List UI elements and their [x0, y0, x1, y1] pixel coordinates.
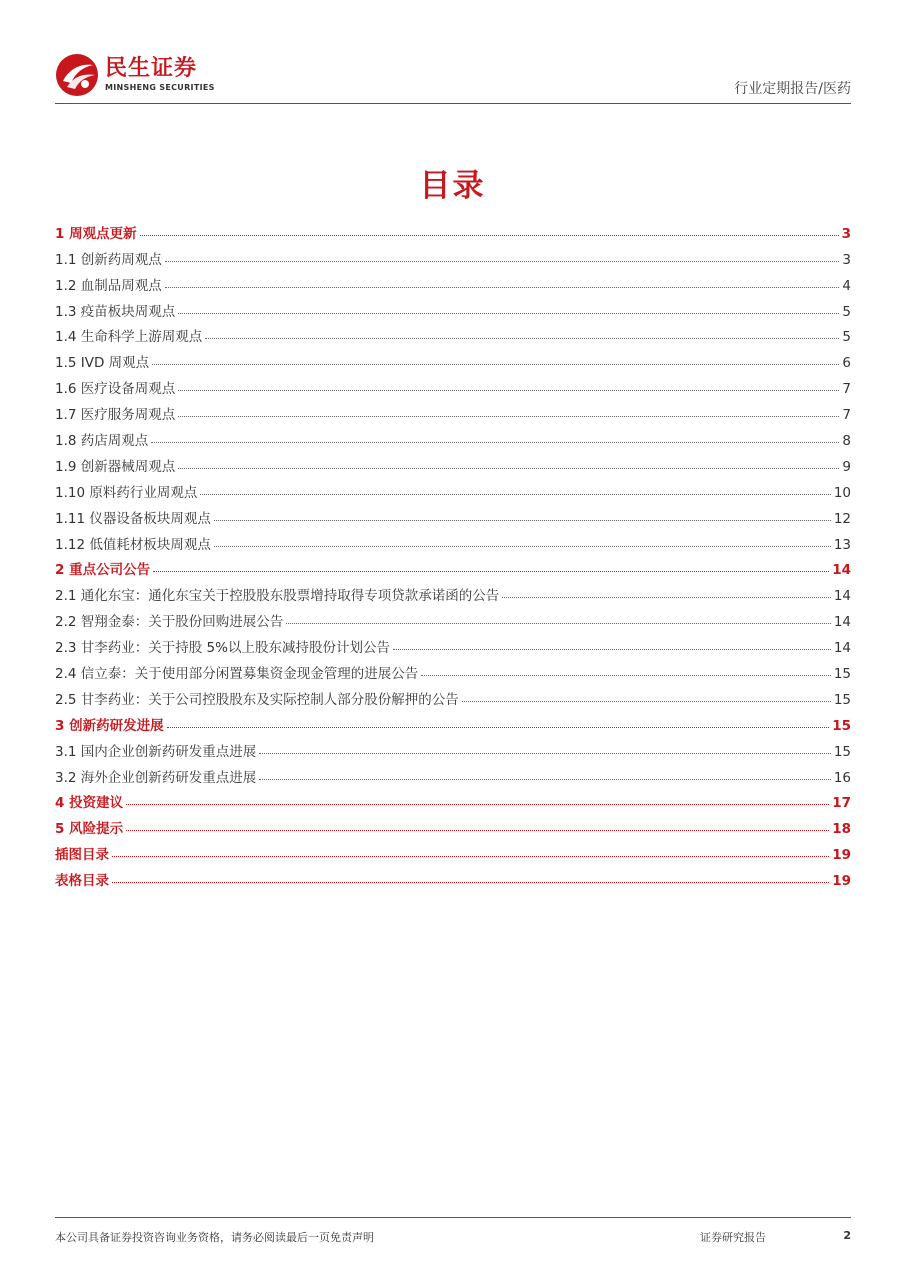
- toc-entry[interactable]: [55, 682, 851, 708]
- toc-entry[interactable]: [55, 242, 851, 268]
- toc-entry-page: 5: [842, 303, 851, 320]
- toc-entry[interactable]: [55, 760, 851, 786]
- toc-entry[interactable]: [55, 423, 851, 449]
- table-of-contents: [55, 216, 851, 889]
- toc-dot-leader: [152, 364, 839, 365]
- toc-entry-page: 14: [833, 588, 851, 605]
- toc-entry-page: 6: [842, 355, 851, 372]
- toc-entry[interactable]: [55, 578, 851, 604]
- toc-entry-label: 插图目录: [55, 847, 109, 864]
- footer-doc-type: 证券研究报告: [700, 1231, 766, 1244]
- toc-entry-page: 7: [842, 381, 851, 398]
- toc-entry-label: 1.10 原料药行业周观点: [55, 484, 198, 501]
- toc-entry-label: 4 投资建议: [55, 795, 124, 812]
- toc-entry-label: 2.4 信立泰：关于使用部分闲置募集资金现金管理的进展公告: [55, 666, 419, 683]
- toc-dot-leader: [421, 675, 831, 676]
- logo-chinese-name: 民生证券: [105, 56, 198, 81]
- toc-dot-leader: [200, 494, 830, 495]
- toc-entry[interactable]: [55, 294, 851, 320]
- toc-entry[interactable]: [55, 345, 851, 371]
- toc-entry-label: 1.5 IVD 周观点: [55, 355, 150, 372]
- toc-entry-page: 14: [833, 640, 851, 657]
- toc-entry[interactable]: [55, 501, 851, 527]
- toc-title: 目录: [419, 168, 486, 204]
- toc-entry[interactable]: [55, 449, 851, 475]
- toc-entry-page: 14: [833, 614, 851, 631]
- toc-entry-page: 16: [833, 769, 851, 786]
- toc-entry-page: 5: [842, 329, 851, 346]
- toc-entry-label: 1.1 创新药周观点: [55, 251, 162, 268]
- footer-disclaimer: 本公司具备证券投资咨询业务资格，请务必阅读最后一页免责声明: [55, 1231, 374, 1244]
- page-number: 2: [843, 1229, 851, 1242]
- toc-entry-page: 15: [833, 666, 851, 683]
- toc-dot-leader: [140, 235, 839, 236]
- toc-entry-page: 19: [832, 847, 851, 864]
- toc-dot-leader: [393, 649, 831, 650]
- toc-entry-page: 18: [832, 821, 851, 838]
- toc-entry-label: 1.6 医疗设备周观点: [55, 381, 176, 398]
- toc-entry[interactable]: [55, 734, 851, 760]
- toc-dot-leader: [126, 830, 829, 831]
- toc-entry-label: 1.8 药店周观点: [55, 433, 149, 450]
- toc-entry-page: 19: [832, 873, 851, 890]
- toc-entry[interactable]: [55, 216, 851, 242]
- toc-entry[interactable]: [55, 397, 851, 423]
- toc-entry-page: 15: [832, 717, 851, 734]
- toc-entry-label: 2.1 通化东宝：通化东宝关于控股股东股票增持取得专项贷款承诺函的公告: [55, 588, 500, 605]
- toc-dot-leader: [178, 313, 839, 314]
- toc-entry-label: 表格目录: [55, 873, 109, 890]
- toc-dot-leader: [259, 779, 831, 780]
- toc-entry[interactable]: [55, 863, 851, 889]
- toc-dot-leader: [167, 727, 830, 728]
- toc-dot-leader: [259, 753, 831, 754]
- toc-entry-page: 7: [842, 407, 851, 424]
- toc-entry[interactable]: [55, 371, 851, 397]
- toc-entry-label: 1.3 疫苗板块周观点: [55, 303, 176, 320]
- toc-entry[interactable]: [55, 475, 851, 501]
- report-type-label: 行业定期报告/医药: [734, 81, 851, 97]
- toc-entry-label: 2.5 甘李药业：关于公司控股股东及实际控制人部分股份解押的公告: [55, 691, 459, 708]
- toc-entry-page: 3: [842, 251, 851, 268]
- toc-entry[interactable]: [55, 786, 851, 812]
- toc-entry[interactable]: [55, 708, 851, 734]
- toc-dot-leader: [286, 623, 831, 624]
- toc-entry-label: 3.1 国内企业创新药研发重点进展: [55, 743, 257, 760]
- toc-entry-page: 17: [832, 795, 851, 812]
- toc-entry-label: 3 创新药研发进展: [55, 717, 164, 734]
- toc-dot-leader: [151, 442, 839, 443]
- toc-entry-label: 1.2 血制品周观点: [55, 277, 162, 294]
- toc-dot-leader: [178, 390, 839, 391]
- toc-entry[interactable]: [55, 837, 851, 863]
- toc-entry-page: 15: [833, 691, 851, 708]
- minsheng-logo-icon: [55, 53, 99, 97]
- toc-entry-label: 1.7 医疗服务周观点: [55, 407, 176, 424]
- toc-entry-label: 1 周观点更新: [55, 225, 137, 242]
- toc-entry-page: 12: [833, 510, 851, 527]
- toc-entry-page: 15: [833, 743, 851, 760]
- toc-dot-leader: [178, 468, 839, 469]
- toc-entry[interactable]: [55, 656, 851, 682]
- toc-entry[interactable]: [55, 320, 851, 346]
- toc-entry[interactable]: [55, 553, 851, 579]
- footer-divider: [55, 1217, 851, 1218]
- toc-entry-label: 1.11 仪器设备板块周观点: [55, 510, 211, 527]
- toc-entry-page: 3: [841, 225, 851, 242]
- toc-dot-leader: [165, 261, 840, 262]
- toc-entry-page: 10: [833, 484, 851, 501]
- toc-dot-leader: [112, 882, 829, 883]
- toc-dot-leader: [165, 287, 840, 288]
- toc-entry-label: 2.2 智翔金泰：关于股份回购进展公告: [55, 614, 284, 631]
- toc-entry-label: 5 风险提示: [55, 821, 124, 838]
- page-header: [55, 52, 851, 102]
- toc-entry[interactable]: [55, 268, 851, 294]
- toc-entry-label: 1.9 创新器械周观点: [55, 458, 176, 475]
- toc-entry-page: 9: [842, 458, 851, 475]
- toc-entry-label: 2 重点公司公告: [55, 562, 151, 579]
- toc-dot-leader: [178, 416, 839, 417]
- toc-entry[interactable]: [55, 604, 851, 630]
- toc-dot-leader: [462, 701, 831, 702]
- toc-dot-leader: [126, 804, 829, 805]
- toc-entry-label: 1.4 生命科学上游周观点: [55, 329, 203, 346]
- company-logo: [55, 52, 215, 98]
- toc-entry[interactable]: [55, 811, 851, 837]
- toc-entry[interactable]: [55, 630, 851, 656]
- toc-entry-label: 1.12 低值耗材板块周观点: [55, 536, 211, 553]
- toc-entry-label: 3.2 海外企业创新药研发重点进展: [55, 769, 257, 786]
- toc-dot-leader: [205, 338, 839, 339]
- toc-entry[interactable]: [55, 527, 851, 553]
- toc-entry-page: 4: [842, 277, 851, 294]
- toc-entry-page: 14: [832, 562, 851, 579]
- toc-dot-leader: [214, 546, 831, 547]
- toc-entry-label: 2.3 甘李药业：关于持股 5%以上股东减持股份计划公告: [55, 640, 390, 657]
- toc-entry-page: 8: [842, 433, 851, 450]
- toc-dot-leader: [153, 571, 829, 572]
- toc-dot-leader: [214, 520, 831, 521]
- logo-english-name: MINSHENG SECURITIES: [105, 83, 215, 92]
- toc-dot-leader: [112, 856, 829, 857]
- header-divider: [55, 103, 851, 104]
- toc-entry-page: 13: [833, 536, 851, 553]
- toc-dot-leader: [502, 597, 831, 598]
